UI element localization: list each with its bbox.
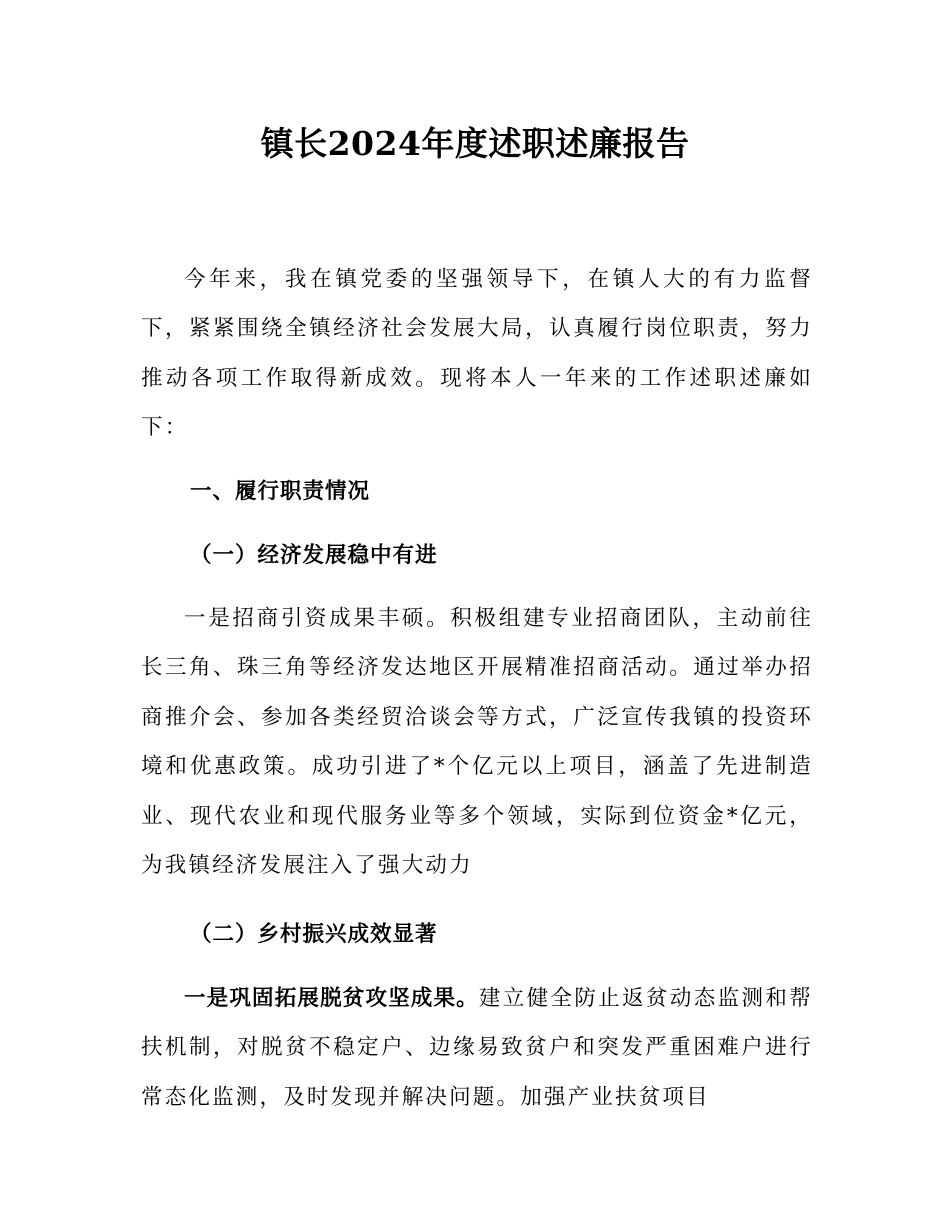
rural-paragraph	[141, 974, 813, 1122]
economy-paragraph: 一是招商引资成果丰硕。积极组建专业招商团队，主动前往长三角、珠三角等经济发达地区开展精准招商活动。通过举办招商推介会、参加各类经贸洽谈会等方式，广泛宣传我镇的投资环境和优惠政策。成功引进了*个亿元以上项目，涵盖了先进制造业、现代农业和现代服务业等多个领域，实际到位资金*亿元，为我镇经济发展注入了强大动力	[141, 606, 813, 879]
intro-paragraph: 今年来，我在镇党委的坚强领导下，在镇人大的有力监督下，紧紧围绕全镇经济社会发展大局，认真履行岗位职责，努力推动各项工作取得新成效。现将本人一年来的工作述职述廉如下：	[141, 267, 813, 441]
rural-paragraph-lead: 一是巩固拓展脱贫攻坚成果。	[184, 986, 479, 1011]
subsection-heading-economy: （一）经济发展稳中有进	[190, 543, 438, 568]
document-title: 镇长2024年度述职述廉报告	[260, 124, 690, 163]
section-heading-duties: 一、履行职责情况	[190, 479, 371, 504]
subsection-heading-rural: （二）乡村振兴成效显著	[190, 922, 438, 947]
rural-paragraph-text: 建立健全防止返贫动态监测和帮扶机制，对脱贫不稳定户、边缘易致贫户和突发严重困难户进行常态化监测，及时发现并解决问题。加强产业扶贫项目	[141, 986, 813, 1110]
